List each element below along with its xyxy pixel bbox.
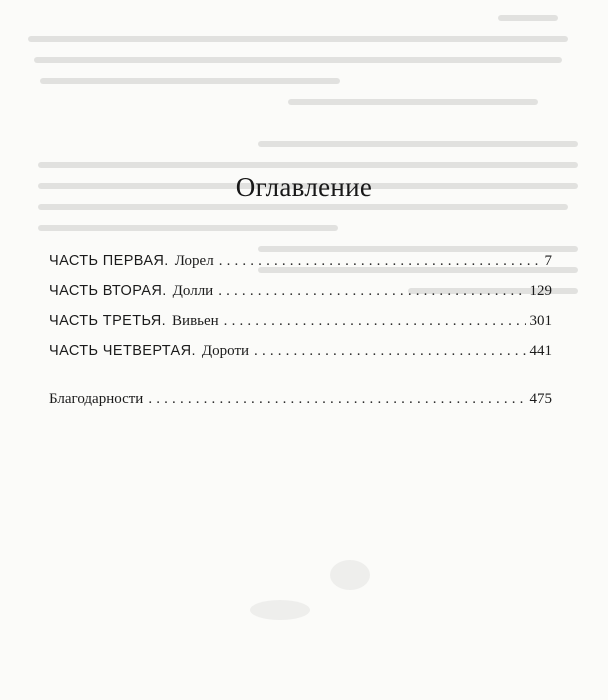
toc-page-number: 7 [544, 253, 552, 269]
paper-spot [330, 560, 370, 590]
toc-entry-acknowledgements[interactable] [49, 388, 552, 418]
toc-spacer [49, 370, 552, 388]
toc-part-label: ЧАСТЬ ЧЕТВЕРТАЯ. [49, 343, 196, 359]
toc-part-name: Дороти [201, 343, 250, 359]
toc-part-name: Лорел [174, 253, 214, 269]
toc-page-number: 475 [529, 391, 552, 407]
table-of-contents [49, 250, 552, 418]
toc-entry-part-4[interactable] [49, 340, 552, 370]
toc-leader-dots [218, 280, 525, 302]
toc-entry-part-2[interactable] [49, 280, 552, 310]
toc-leader-dots [254, 340, 525, 362]
paper-spot [250, 600, 310, 620]
page-title: Оглавление [235, 172, 373, 202]
toc-part-name: Благодарности [49, 391, 144, 407]
toc-part-name: Вивьен [172, 313, 219, 329]
toc-part-label: ЧАСТЬ ВТОРАЯ. [49, 283, 167, 299]
toc-entry-part-1[interactable] [49, 250, 552, 280]
toc-page-number: 129 [529, 283, 552, 299]
toc-part-name: Долли [172, 283, 214, 299]
toc-page-number: 301 [529, 313, 552, 329]
toc-page-number: 441 [529, 343, 552, 359]
toc-entry-part-3[interactable] [49, 310, 552, 340]
toc-part-label: ЧАСТЬ ПЕРВАЯ. [49, 253, 169, 269]
toc-leader-dots [148, 388, 525, 410]
toc-leader-dots [219, 250, 541, 272]
toc-leader-dots [224, 310, 526, 332]
toc-part-label: ЧАСТЬ ТРЕТЬЯ. [49, 313, 167, 329]
